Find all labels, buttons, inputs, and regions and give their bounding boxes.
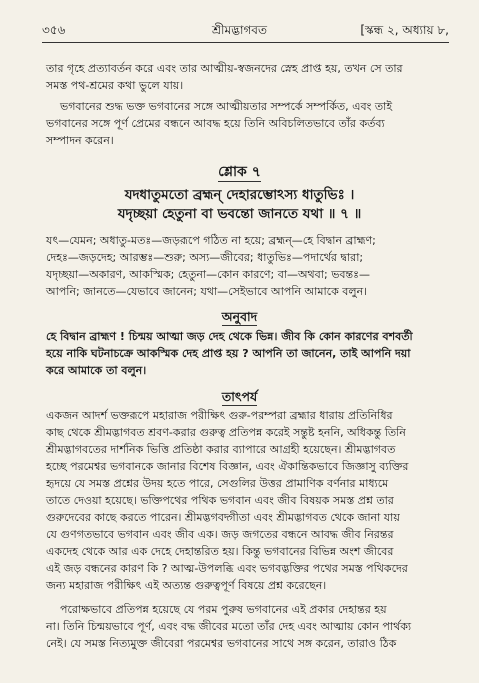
verse-heading: শ্লোক ৭ bbox=[218, 164, 261, 180]
intro-paragraph bbox=[46, 60, 450, 94]
purport-line: কাছ থেকে শ্রীমদ্ভাগবত শ্রবণ-করার গুরুত্ব প্রতিপন্ন করেই সন্তুষ্ট হননি, অধিকন্তু তিনি bbox=[46, 426, 406, 439]
purport-line: হৃদয়ে যে সমস্ত প্রশ্নের উদয় হতে পারে, সেগুলির উত্তর প্রামাণিক বর্ণনার মাধ্যমে bbox=[46, 477, 389, 490]
synonyms-line-3: যদৃচ্ছয়া—অকারণ, আকস্মিক; হেতুনা—কোন কারণে; বা—অথবা; ভবন্তঃ— bbox=[46, 268, 370, 281]
purport-line: নেই। যে সমস্ত নিত্যমুক্ত জীবেরা পরমেশ্বর ভগবানের সাথে সঙ্গ করেন, তারাও ঠিক bbox=[46, 637, 397, 650]
chapter-reference: [স্কন্ধ ২, অধ্যায় ৮, bbox=[360, 23, 449, 37]
purport-line: একজন আদর্শ ভক্তরূপে মহারাজ পরীক্ষিৎ গুরু-পরম্পরা ব্রহ্মার ধারায় প্রতিনিধির bbox=[46, 409, 393, 422]
synonyms-line-1: যৎ—যেমন; অধাতু-মতঃ—জড়রূপে গঠিত না হয়ে; ব্রহ্মন্—হে বিদ্বান ব্রাহ্মণ; bbox=[46, 234, 376, 247]
translation-block bbox=[46, 328, 450, 379]
verse-text bbox=[0, 186, 479, 224]
translation-line-2: হয়ে নাকি ঘটনাচক্রে আকস্মিক দেহ প্রাপ্ত হয় ? আপনি তা জানেন, তাই আপনি দয়া bbox=[46, 347, 411, 360]
translation-line-3: করে আমাকে তা বলুন। bbox=[46, 364, 147, 377]
verse-heading-wrap bbox=[0, 160, 479, 184]
purport-line: শ্রীমদ্ভাগবতের দার্শনিক ভিত্তি প্রতিষ্ঠা করার ব্যাপারে আগ্রহী হয়েছেন। শ্রীমদ্ভাগবত bbox=[46, 443, 396, 456]
purport-paragraph-1 bbox=[46, 407, 450, 594]
purport-line: হচ্ছে পরমেশ্বর ভগবানকে জানার বিশেষ বিজ্ঞান, এবং ঐকান্তিকভাবে জিজ্ঞাসু ব্যক্তির bbox=[46, 460, 409, 473]
running-title: শ্রীমদ্ভাগবত bbox=[211, 23, 267, 37]
intro-line-2: সমস্ত পথ-শ্রমের কথা ভুলে যায়। bbox=[46, 79, 184, 92]
synonyms-line-4: আপনি; জানতে—যেভাবে জানেন; যথা—সেইভাবে আপনি আমাকে বলুন। bbox=[46, 285, 368, 298]
purport-line: এই জড় বন্ধনের কারণ কি ? আত্ম-উপলব্ধি এবং ভগবদ্ভক্তির পথের সমস্ত পথিকদের bbox=[46, 562, 408, 575]
intro-line-1: তার গৃহে প্রত্যাবর্তন করে এবং তার আত্মীয়-স্বজনদের স্নেহ প্রাপ্ত হয়, তখন সে তার bbox=[46, 62, 403, 75]
translation-line-1: হে বিদ্বান ব্রাহ্মণ ! চিন্ময় আত্মা জড় দেহ থেকে ভিন্ন। জীব কি কোন কারণের বশবর্তী bbox=[46, 330, 413, 343]
purport-line: জন্য মহারাজ পরীক্ষিৎ এই অত্যন্ত গুরুত্বপূর্ণ বিষয়ে প্রশ্ন করেছেন। bbox=[46, 579, 327, 592]
purport-line: তাতে দেওয়া হয়েছে। ভক্তিপথের পথিক ভগবান এবং জীব বিষয়ক সমস্ত প্রশ্ন তার bbox=[46, 494, 394, 507]
purport-line: গুরুদেবের কাছে করতে পারেন। শ্রীমদ্ভগবদ্গীতা এবং শ্রীমদ্ভাগবত থেকে জানা যায় bbox=[46, 511, 400, 524]
header-rule bbox=[42, 42, 449, 43]
translation-heading-wrap bbox=[0, 306, 479, 329]
purport-heading: তাৎপর্য bbox=[221, 389, 258, 404]
second-line-3: সম্পাদন করেন। bbox=[46, 134, 114, 147]
verse-line-2: যদৃচ্ছয়া হেতুনা বা ভবন্তো জানতে যথা ॥ ৭ ॥ bbox=[117, 206, 362, 222]
purport-line: যে গুণগতভাবে ভগবান এবং জীব এক। জড় জগতের বন্ধনে আবদ্ধ জীব নিরন্তর bbox=[46, 528, 394, 541]
second-paragraph-cont bbox=[46, 115, 450, 149]
purport-heading-wrap bbox=[0, 386, 479, 409]
translation-heading: অনুবাদ bbox=[221, 309, 258, 324]
second-paragraph bbox=[46, 98, 450, 115]
second-line-1: ভগবানের শুদ্ধ ভক্ত ভগবানের সঙ্গে আত্মীয়তার সম্পর্কে সম্পর্কিত, এবং তাই bbox=[60, 100, 393, 113]
purport-paragraph-2 bbox=[46, 601, 450, 652]
purport-line: না। তিনি চিন্ময়ভাবে পূর্ণ, এবং বদ্ধ জীবের মতো তাঁর দেহ এবং আত্মায় কোন পার্থক্য bbox=[46, 620, 412, 633]
synonyms-block bbox=[46, 232, 450, 300]
verse-line-1: যদধাতুমতো ব্রহ্মন্ দেহারম্ভোঽস্য ধাতুভিঃ । bbox=[124, 187, 355, 203]
purport-line: পরোক্ষভাবে প্রতিপন্ন হয়েছে যে পরম পুরুষ ভগবানের এই প্রকার দেহান্তর হয় bbox=[60, 603, 387, 616]
second-line-2: ভগবানের সঙ্গে পূর্ণ প্রেমের বন্ধনে আবদ্ধ হয়ে তিনি অবিচলিতভাবে তাঁর কর্তব্য bbox=[46, 117, 385, 130]
synonyms-line-2: দেহঃ—জড়দেহ; আরম্ভঃ—শুরু; অস্য—জীবের; ধাতুভিঃ—পদার্থের দ্বারা; bbox=[46, 251, 364, 264]
page-number: ৩৫৬ bbox=[42, 23, 66, 37]
purport-line: একদেহ থেকে আর এক দেহে দেহান্তরিত হয়। কিন্তু ভগবানের বিভিন্ন অংশ জীবের bbox=[46, 545, 394, 558]
